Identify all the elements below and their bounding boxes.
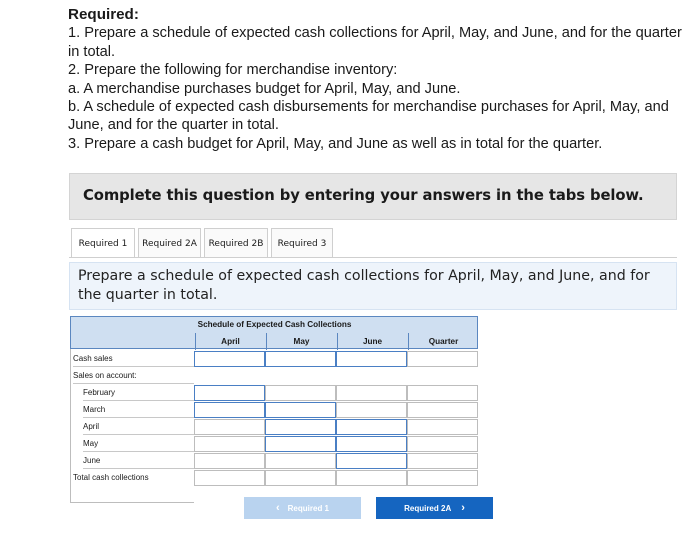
tab-divider	[69, 257, 677, 258]
cash-sales-quarter-input[interactable]	[407, 351, 478, 367]
table-row	[70, 401, 478, 418]
next-tab-label: Required 2A	[404, 503, 452, 513]
table-row	[70, 418, 478, 435]
column-divider	[266, 333, 267, 350]
april-may-input[interactable]	[265, 419, 336, 435]
column-divider	[195, 333, 196, 350]
row-label: April	[83, 418, 194, 435]
schedule-title: Schedule of Expected Cash Collections	[197, 320, 352, 329]
requirement-line: 3. Prepare a cash budget for April, May, and June as well as in total for the quarter.	[68, 135, 603, 152]
total-quarter-input[interactable]	[407, 470, 478, 486]
april-june-input[interactable]	[336, 419, 407, 435]
june-june-input[interactable]	[336, 453, 407, 469]
row-label: Total cash collections	[73, 473, 149, 482]
column-divider	[408, 333, 409, 350]
june-quarter-input[interactable]	[407, 453, 478, 469]
table-row	[70, 452, 478, 469]
may-april-input[interactable]	[194, 436, 265, 452]
column-header-may: May	[293, 337, 310, 346]
cash-sales-june-input[interactable]	[336, 351, 407, 367]
total-june-input[interactable]	[336, 470, 407, 486]
cash-sales-april-input[interactable]	[194, 351, 265, 367]
next-tab-button[interactable]	[376, 497, 493, 519]
cash-sales-may-input[interactable]	[265, 351, 336, 367]
april-april-input[interactable]	[194, 419, 265, 435]
column-header-april: April	[221, 337, 240, 346]
march-april-input[interactable]	[194, 402, 265, 418]
chevron-right-icon: ›	[461, 502, 465, 514]
requirements-title: Required:	[68, 6, 139, 23]
column-header-quarter: Quarter	[428, 337, 459, 346]
april-quarter-input[interactable]	[407, 419, 478, 435]
row-label: Cash sales	[73, 350, 194, 367]
may-may-input[interactable]	[265, 436, 336, 452]
march-may-input[interactable]	[265, 402, 336, 418]
requirement-line: a. A merchandise purchases budget for April, May, and June.	[68, 80, 461, 97]
requirement-line: b. A schedule of expected cash disbursements for merchandise purchases for April, May, and June, and for the quarter in total.	[68, 99, 669, 134]
column-header-june: June	[362, 337, 383, 346]
total-may-input[interactable]	[265, 470, 336, 486]
previous-tab-label: Required 1	[287, 503, 329, 513]
may-quarter-input[interactable]	[407, 436, 478, 452]
row-label: February	[83, 384, 194, 401]
row-label: Sales on account:	[73, 367, 194, 384]
total-april-input[interactable]	[194, 470, 265, 486]
table-row	[70, 469, 478, 486]
february-june-input[interactable]	[336, 385, 407, 401]
row-label: June	[83, 452, 194, 469]
june-april-input[interactable]	[194, 453, 265, 469]
instructions-banner	[69, 173, 677, 220]
tab-required-2b[interactable]: Required 2B	[204, 228, 268, 258]
requirement-line: 2. Prepare the following for merchandise inventory:	[68, 62, 398, 79]
previous-tab-button[interactable]	[244, 497, 361, 519]
chevron-left-icon: ‹	[275, 502, 280, 514]
tab-required-3[interactable]: Required 3	[271, 228, 333, 258]
table-row	[70, 435, 478, 452]
table-row	[70, 367, 478, 384]
schedule-header	[70, 316, 478, 349]
banner-text: Complete this question by entering your answers in the tabs below.	[83, 187, 644, 204]
february-april-input[interactable]	[194, 385, 265, 401]
june-may-input[interactable]	[265, 453, 336, 469]
february-quarter-input[interactable]	[407, 385, 478, 401]
tab-required-1[interactable]: Required 1	[71, 228, 135, 258]
table-row	[70, 350, 478, 367]
row-label: March	[83, 401, 194, 418]
march-quarter-input[interactable]	[407, 402, 478, 418]
tab-required-2a[interactable]: Required 2A	[138, 228, 201, 258]
february-may-input[interactable]	[265, 385, 336, 401]
column-divider	[337, 333, 338, 350]
row-label: May	[83, 435, 194, 452]
tab-bar	[71, 228, 336, 258]
task-instruction: Prepare a schedule of expected cash collections for April, May, and June, and for the quarter in total.	[69, 262, 677, 310]
march-june-input[interactable]	[336, 402, 407, 418]
requirement-line: 1. Prepare a schedule of expected cash collections for April, May, and June, and for the quarter in total.	[68, 25, 682, 60]
may-june-input[interactable]	[336, 436, 407, 452]
requirements	[68, 6, 693, 153]
table-row	[70, 384, 478, 401]
